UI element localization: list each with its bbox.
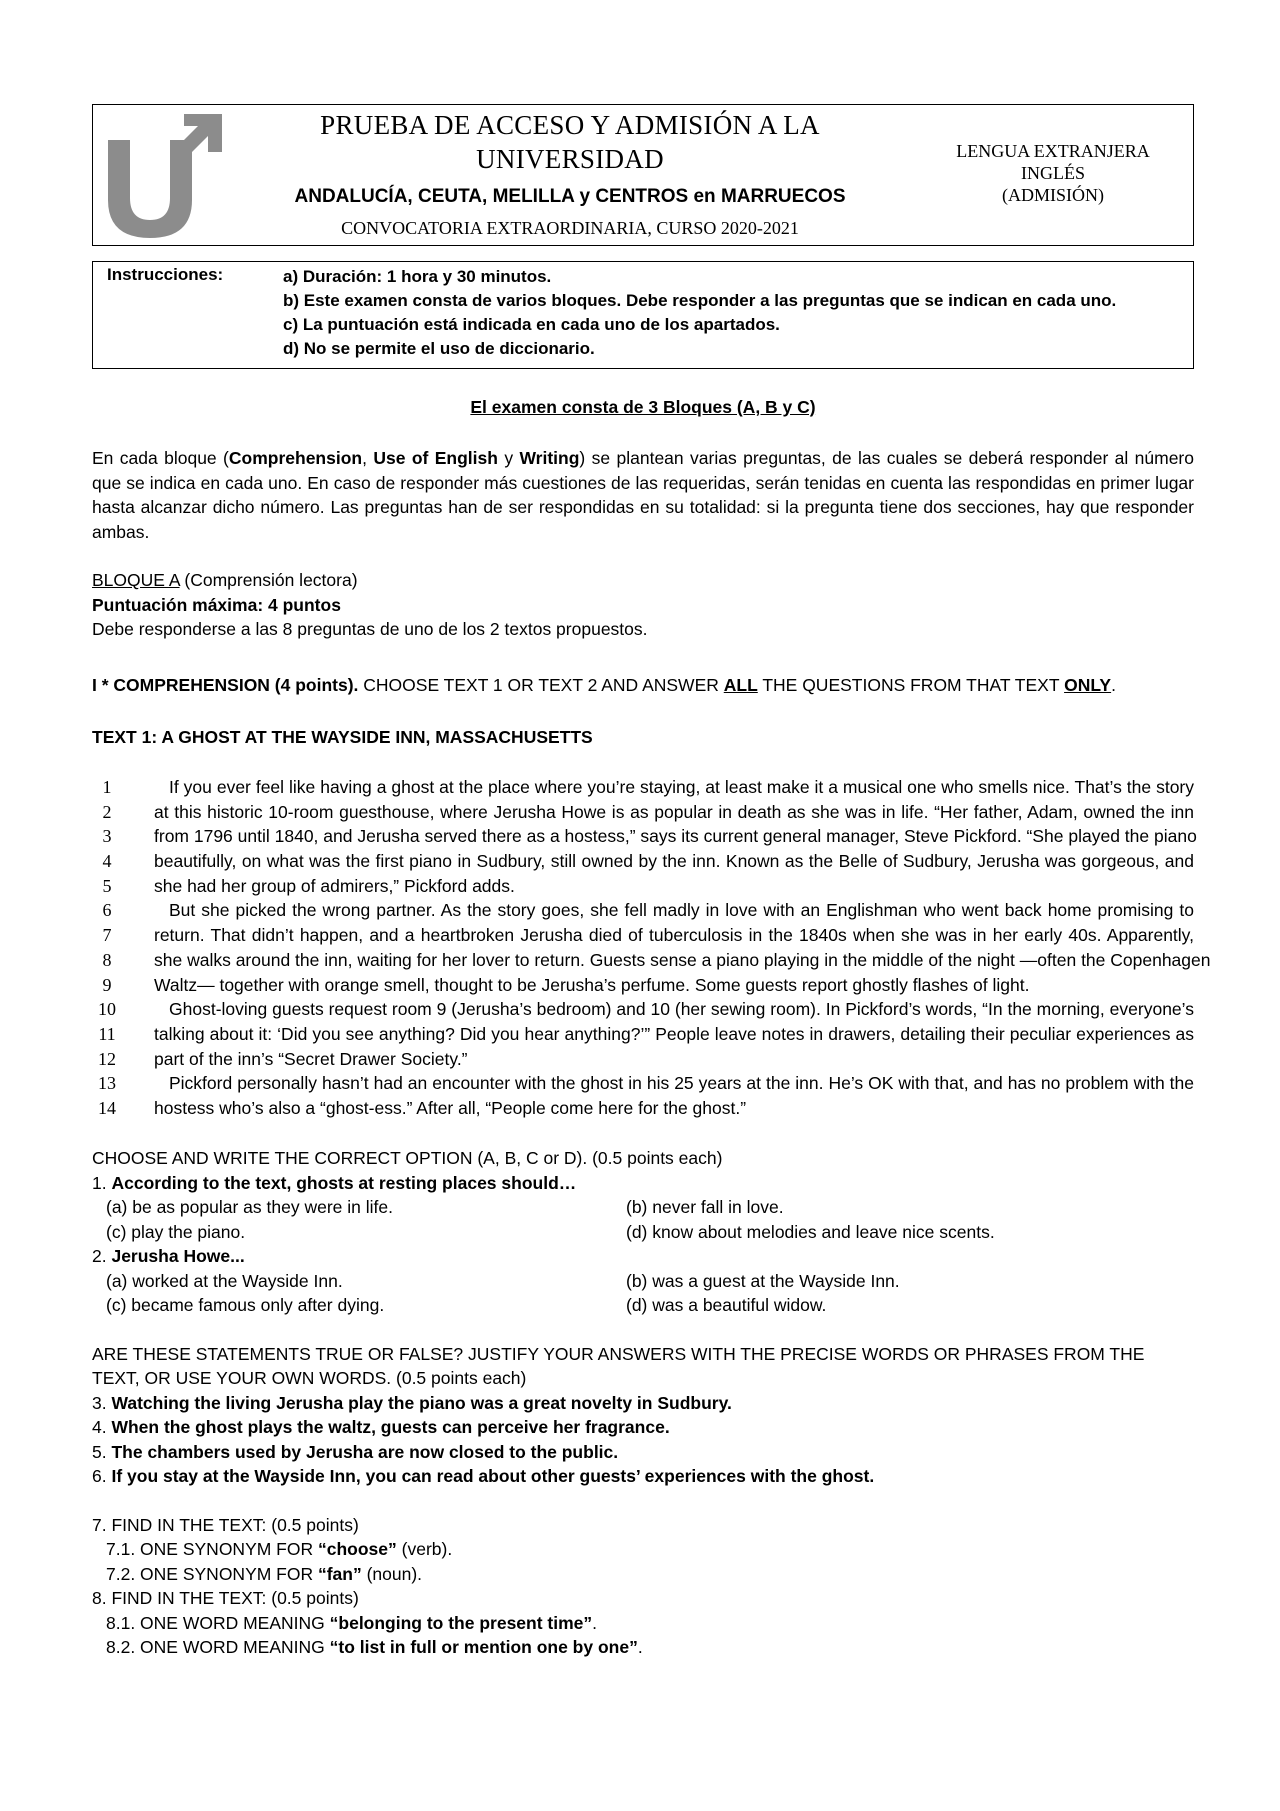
instruction-item: d) No se permite el uso de diccionario.: [283, 339, 595, 358]
question-7: 7. FIND IN THE TEXT: (0.5 points): [92, 1514, 359, 1535]
option-a: (a) worked at the Wayside Inn.: [106, 1270, 343, 1291]
question-6: 6. If you stay at the Wayside Inn, you can read about other guests’ experiences with the ghost.: [92, 1466, 875, 1486]
instructions-label: Instrucciones:: [107, 265, 224, 284]
question-1: 1. According to the text, ghosts at resting places should…: [92, 1172, 577, 1193]
exam-structure-title: El examen consta de 3 Bloques (A, B y C): [470, 397, 816, 417]
passage-line: 1 If you ever feel like having a ghost at the place where you’re staying, at least make it a musical one who smells nice. That’s the story: [102, 777, 1194, 797]
question-1-options-row2: [92, 1220, 1194, 1245]
passage-line: 3 from 1796 until 1840, and Jerusha served there as a hostess,” says its current general manager, Steve Pickford. “She played the piano: [102, 826, 1197, 847]
option-a: (a) be as popular as they were in life.: [106, 1197, 393, 1217]
bloque-a-note: Debe responderse a las 8 preguntas de uno de los 2 textos propuestos.: [92, 619, 648, 639]
tf-instruction-line2: TEXT, OR USE YOUR OWN WORDS. (0.5 points each): [92, 1368, 527, 1388]
passage-line: 7 return. That didn’t happen, and a heartbroken Jerusha died of tuberculosis in the 1840s when she was in her early 40s. Apparently,: [102, 925, 1194, 946]
question-5: 5. The chambers used by Jerusha are now closed to the public.: [92, 1441, 619, 1462]
option-b: (b) was a guest at the Wayside Inn.: [626, 1270, 900, 1291]
exam-convocatoria: CONVOCATORIA EXTRAORDINARIA, CURSO 2020-2021: [341, 218, 799, 238]
question-8-1: 8.1. ONE WORD MEANING “belonging to the present time”.: [106, 1612, 598, 1633]
passage-line: 4 beautifully, on what was the first piano in Sudbury, still owned by the inn. Known as the Belle of Sudbury, Jerusha was gorgeous, and: [102, 851, 1194, 872]
tf-instruction-line1: ARE THESE STATEMENTS TRUE OR FALSE? JUSTIFY YOUR ANSWERS WITH THE PRECISE WORDS OR PHRASES FROM THE: [92, 1343, 1145, 1364]
bloque-a-section: BLOQUE A (Comprensión lectora) Puntuación máxima: 4 puntos Debe responderse a las 8 preguntas de uno de los 2 textos propuestos.: [92, 568, 1192, 642]
option-c: (c) became famous only after dying.: [106, 1295, 385, 1315]
question-8-2: 8.2. ONE WORD MEANING “to list in full or mention one by one”.: [106, 1637, 643, 1657]
option-b: (b) never fall in love.: [626, 1197, 784, 1217]
question-4: 4. When the ghost plays the waltz, guests can perceive her fragrance.: [92, 1417, 670, 1437]
university-u-logo-icon: [100, 110, 230, 240]
passage-line: 13 Pickford personally hasn’t had an encounter with the ghost in his 25 years at the inn. He’s OK with that, and has no problem with the: [98, 1073, 1194, 1094]
passage-line: 12 part of the inn’s “Secret Drawer Society.”: [98, 1048, 468, 1069]
question-2-options-row2: [92, 1293, 1194, 1318]
question-2: 2. Jerusha Howe...: [92, 1246, 245, 1266]
exam-main-title: PRUEBA DE ACCESO Y ADMISIÓN A LA UNIVERSIDAD: [320, 110, 820, 174]
intro-paragraph: En cada bloque (Comprehension, Use of English y Writing) se plantean varias preguntas, de las cuales se deberá responder al número que se indica en cada uno. En caso de responder más cuestiones de las requeridas, serán tenidas en cuenta las respondidas en primer lugar hasta alcanzar dicho número. Las preguntas han de ser respondidas en su totalidad: si la pregunta tiene dos secciones, hay que responder ambas.: [92, 448, 1194, 542]
passage-line: 9 Waltz— together with orange smell, thought to be Jerusha’s perfume. Some guests report ghostly flashes of light.: [102, 974, 1030, 995]
exam-subject: LENGUA EXTRANJERA INGLÉS (ADMISIÓN): [956, 141, 1150, 205]
mc-instruction: CHOOSE AND WRITE THE CORRECT OPTION (A, B, C or D). (0.5 points each): [92, 1148, 723, 1168]
passage-line: 5 she had her group of admirers,” Pickford adds.: [102, 875, 515, 896]
instruction-item: a) Duración: 1 hora y 30 minutos.: [283, 267, 552, 286]
question-2-options-row1: [92, 1269, 1194, 1294]
questions-section: [92, 1146, 1194, 1660]
passage-line: 11 talking about it: ‘Did you see anything? Did you hear anything?’” People leave notes in drawers, detailing their peculiar experiences as: [98, 1023, 1194, 1044]
passage-line: 14 hostess who’s also a “ghost-ess.” After all, “People come here for the ghost.”: [98, 1097, 747, 1118]
passage-line: 10 Ghost-loving guests request room 9 (Jerusha’s bedroom) and 10 (her sewing room). In Pickford’s words, “In the morning, everyone’s: [98, 999, 1194, 1020]
bloque-a-score: Puntuación máxima: 4 puntos: [92, 594, 341, 615]
instructions-list: [283, 265, 1183, 361]
instruction-item: b) Este examen consta de varios bloques. Debe responder a las preguntas que se indican en cada uno.: [283, 291, 1117, 310]
text1-title: TEXT 1: A GHOST AT THE WAYSIDE INN, MASSACHUSETTS: [92, 727, 593, 747]
passage-line: 6 But she picked the wrong partner. As the story goes, she fell madly in love with an Englishman who went back home promising to: [102, 900, 1194, 921]
question-7-2: 7.2. ONE SYNONYM FOR “fan” (noun).: [106, 1563, 423, 1584]
question-1-options-row1: [92, 1195, 1194, 1220]
question-8: 8. FIND IN THE TEXT: (0.5 points): [92, 1588, 359, 1608]
passage-line: 2 at this historic 10-room guesthouse, where Jerusha Howe is as popular in death as she was in life. “Her father, Adam, owned the inn: [102, 801, 1194, 822]
bloque-a-label: BLOQUE A: [92, 570, 180, 590]
reading-passage: [92, 775, 1211, 1121]
exam-region: ANDALUCÍA, CEUTA, MELILLA y CENTROS en MARRUECOS: [294, 186, 846, 207]
comprehension-heading: I * COMPREHENSION (4 points). CHOOSE TEXT 1 OR TEXT 2 AND ANSWER ALL THE QUESTIONS FROM THAT TEXT ONLY.: [92, 675, 1116, 695]
instruction-item: c) La puntuación está indicada en cada uno de los apartados.: [283, 315, 780, 334]
question-7-1: 7.1. ONE SYNONYM FOR “choose” (verb).: [106, 1539, 453, 1559]
option-d: (d) was a beautiful widow.: [626, 1295, 827, 1315]
option-c: (c) play the piano.: [106, 1221, 246, 1242]
question-3: 3. Watching the living Jerusha play the piano was a great novelty in Sudbury.: [92, 1392, 732, 1413]
option-d: (d) know about melodies and leave nice scents.: [626, 1221, 995, 1242]
passage-line: 8 she walks around the inn, waiting for her lover to return. Guests sense a piano playing in the middle of the night —often the Copenhagen: [102, 949, 1211, 970]
